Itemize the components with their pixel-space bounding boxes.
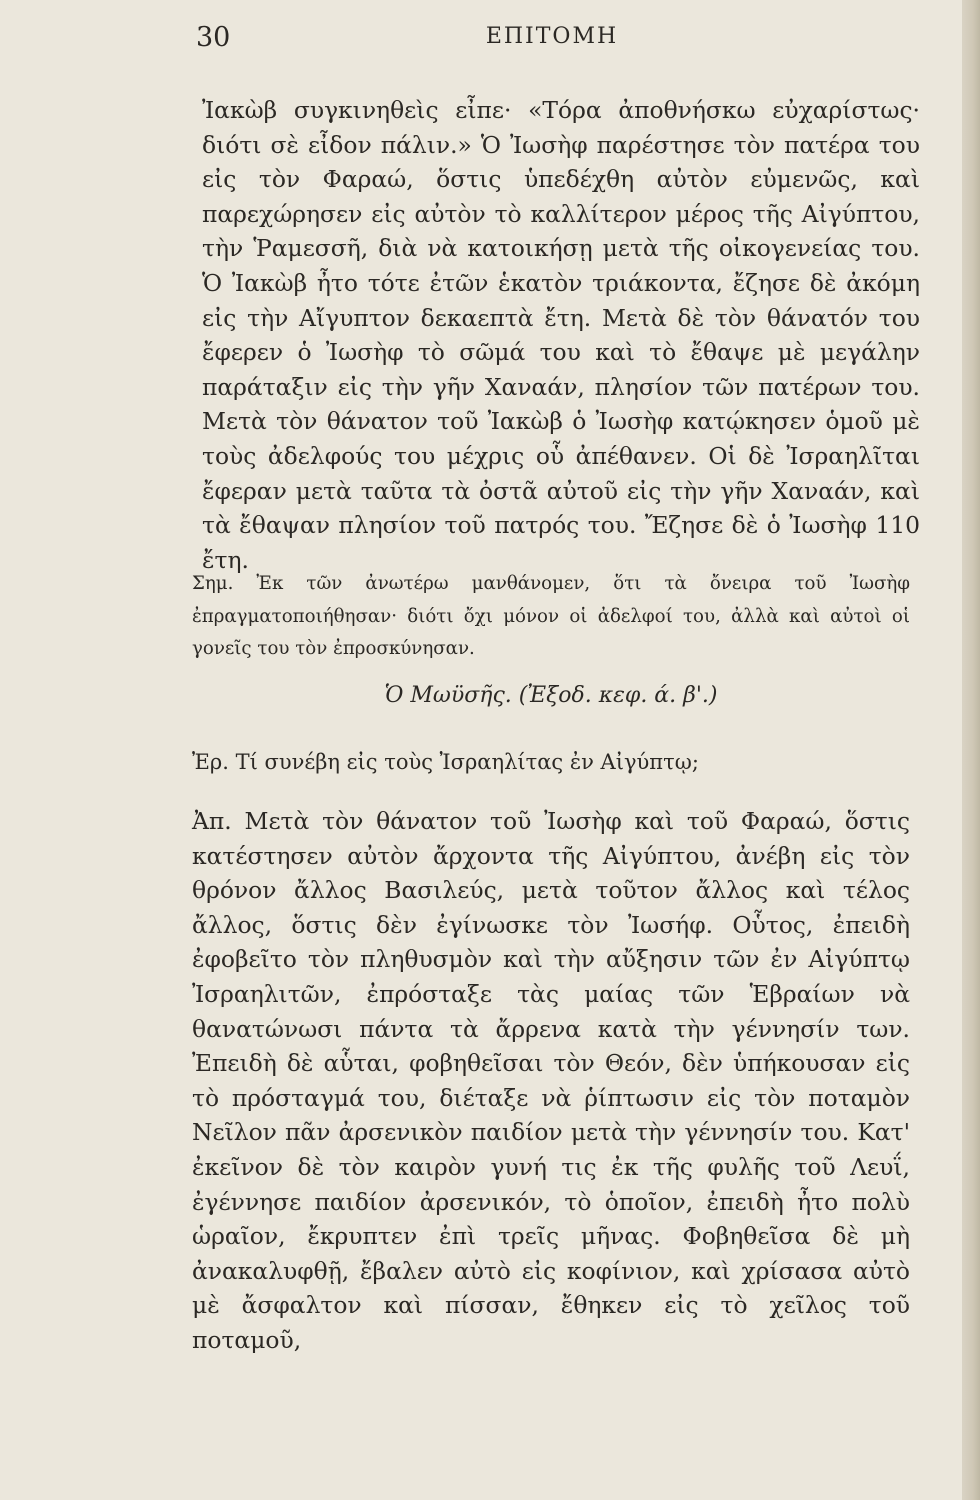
page-edge-shadow [962,0,980,1500]
answer-paragraph: Ἀπ. Μετὰ τὸν θάνατον τοῦ Ἰωσὴφ καὶ τοῦ Φαραώ, ὅστις κατέστησεν αὐτὸν ἄρχοντα τῆς Αἰγύπτου, ἀνέβη εἰς τὸν θρόνον ἄλλος Βασιλεύς, μετὰ τοῦτον ἄλλος καὶ τέλος ἄλλος, ὅστις δὲν ἐγίνωσκε τὸν Ἰωσήφ. Οὗτος, ἐπειδὴ ἐφοβεῖτο τὸν πληθυσμὸν καὶ τὴν αὔξησιν τῶν ἐν Αἰγύπτῳ Ἰσραηλιτῶν, ἐπρόσταξε τὰς μαίας τῶν Ἑβραίων νὰ θανατώνωσι πάντα τὰ ἄρρενα κατὰ τὴν γέννησίν των. Ἐπειδὴ δὲ αὗται, φοβηθεῖσαι τὸν Θεόν, δὲν ὑπήκουσαν εἰς τὸ πρόσταγμά του, διέταξε νὰ ῥίπτωσιν εἰς τὸν ποταμὸν Νεῖλον πᾶν ἀρσενικὸν παιδίον μετὰ τὴν γέννησίν του. Κατ' ἐκεῖνον δὲ τὸν καιρὸν γυνή τις ἐκ τῆς φυλῆς τοῦ Λευΐ, ἐγέννησε παιδίον ἀρσενικόν, τὸ ὁποῖον, ἐπειδὴ ἦτο πολὺ ὡραῖον, ἔκρυπτεν ἐπὶ τρεῖς μῆνας. Φοβηθεῖσα δὲ μὴ ἀνακαλυφθῇ, ἔβαλεν αὐτὸ εἰς κοφίνιον, καὶ χρίσασα αὐτὸ μὲ ἄσφαλτον καὶ πίσσαν, ἔθηκεν εἰς τὸ χεῖλος τοῦ ποταμοῦ, [192,807,910,1354]
page-header [196,22,908,62]
running-head: ΕΠΙΤΟΜΗ [485,24,619,49]
footnote: Σημ. Ἐκ τῶν ἀνωτέρω μανθάνομεν, ὅτι τὰ ὄνειρα τοῦ Ἰωσὴφ ἐπραγματοποιήθησαν· διότι ὄχι μόνον οἱ ἀδελφοί του, ἀλλὰ καὶ αὐτοὶ οἱ γονεῖς του τὸν ἐπροσκύνησαν. [192,573,910,659]
page-number: 30 [196,22,231,53]
body-paragraph: Ἰακὼβ συγκινηθεὶς εἶπε· «Τόρα ἀποθνήσκω εὐχαρίστως· διότι σὲ εἶδον πάλιν.» Ὁ Ἰωσὴφ παρέστησε τὸν πατέρα του εἰς τὸν Φαραώ, ὅστις ὑπεδέχθη αὐτὸν εὐμενῶς, καὶ παρεχώρησεν εἰς αὐτὸν τὸ καλλίτερον μέρος τῆς Αἰγύπτου, τὴν Ῥαμεσσῆ, διὰ νὰ κατοικήσῃ μετὰ τῆς οἰκογενείας του. Ὁ Ἰακὼβ ἦτο τότε ἐτῶν ἑκατὸν τριάκοντα, ἔζησε δὲ ἀκόμη εἰς τὴν Αἴγυπτον δεκαεπτὰ ἔτη. Μετὰ δὲ τὸν θάνατόν του ἔφερεν ὁ Ἰωσὴφ τὸ σῶμά του καὶ τὸ ἔθαψε μὲ μεγάλην παράταξιν εἰς τὴν γῆν Χαναάν, πλησίον τῶν πατέρων του. Μετὰ τὸν θάνατον τοῦ Ἰακὼβ ὁ Ἰωσὴφ κατῴκησεν ὁμοῦ μὲ τοὺς ἀδελφούς του μέχρις οὗ ἀπέθανεν. Οἱ δὲ Ἰσραηλῖται ἔφεραν μετὰ ταῦτα τὰ ὀστᾶ αὐτοῦ εἰς τὴν γῆν Χαναάν, καὶ τὰ ἔθαψαν πλησίον τοῦ πατρός του. Ἔζησε δὲ ὁ Ἰωσὴφ 110 ἔτη. [202,96,920,574]
section-title: Ὁ Μωϋσῆς. (Ἐξοδ. κεφ. ά. β'.) [384,683,718,708]
question: Ἐρ. Τί συνέβη εἰς τοὺς Ἰσραηλίτας ἐν Αἰγύπτῳ; [192,750,699,774]
